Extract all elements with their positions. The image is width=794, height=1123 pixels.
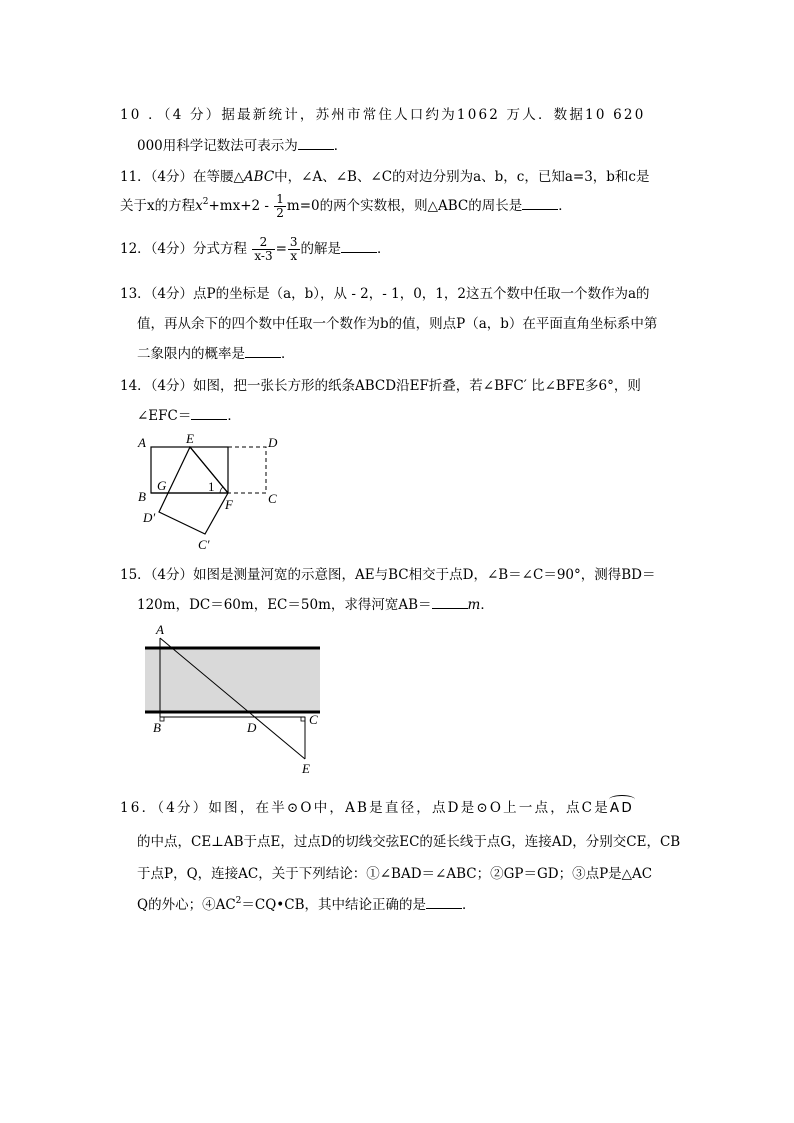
q12-prefix: 12．（4分）分式方程 (120, 241, 248, 257)
q16-line4-rest: ＝CQ•CB，其中结论正确的是 (241, 897, 427, 913)
q14-line1: 14．（4分）如图，把一张长方形的纸条ABCD沿EF折叠，若∠BFC′ 比∠BFE多6°，则 (120, 378, 641, 394)
q11-line2: 关于x的方程$x^2+mx+2$ - $\frac{1}{2}$ m=0的两个实数根，则△ABC的周长是 ． (120, 192, 572, 220)
q15-end: ． (480, 597, 494, 613)
q16-line1 (120, 796, 634, 816)
q14-label-b: B (138, 489, 146, 504)
q15-figure (140, 620, 330, 780)
q13-line2: 值，再从余下的四个数中任取一个数作为b的值，则点P（a，b）在平面直角坐标系中第 (137, 316, 658, 332)
q11-answer-blank (522, 197, 558, 210)
q12-line (120, 236, 391, 263)
q14-line2 (137, 404, 241, 424)
q10-line1: 10 ．（4 分）据最新统计，苏州市常住人口约为1062 万人．数据10 620 (120, 107, 646, 123)
q11-eq-x: x (195, 198, 203, 214)
q14-label-d: D (268, 435, 278, 450)
q12-fraction-left: $\frac{2}{x-3}$ (254, 235, 273, 263)
q14-folded-part (159, 447, 228, 534)
q11-eq-mid: +mx+2 - (208, 198, 269, 214)
q14-answer-blank (191, 407, 227, 420)
q14-label-a: A (138, 435, 146, 450)
q11-line1-rest: 中，∠A、∠B、∠C的对边分别为a、b，c，已知a=3，b和c是 (274, 169, 650, 185)
q11-end: ． (558, 198, 572, 214)
q15-label-e: E (302, 761, 310, 776)
q15-answer-blank (432, 596, 468, 609)
q14-label-f: F (225, 497, 233, 512)
q15-river (145, 648, 320, 712)
q16-answer-blank (426, 896, 462, 909)
q15-label-d: D (247, 720, 257, 735)
q11-line1 (120, 165, 650, 185)
q14-end: ． (227, 408, 241, 424)
q16-superscript: 2 (235, 896, 242, 906)
q15-label-b: B (153, 720, 161, 735)
q11-prefix: 11．（4分）在等腰△ (120, 169, 244, 185)
q10-end: ． (333, 138, 348, 154)
q13-answer-blank (245, 345, 281, 358)
q14-label-g: G (157, 478, 167, 493)
q15-right-angle-c (301, 717, 305, 721)
q16-line4 (137, 893, 476, 913)
q15-label-c: C (309, 712, 318, 727)
q15-line2 (137, 593, 494, 613)
q14-angle-1-arc (220, 487, 223, 493)
q10-answer-blank (298, 137, 334, 150)
q15-line1: 15．（4分）如图是测量河宽的示意图，AE与BC相交于点D，∠B＝∠C＝90°，测得BD＝ (120, 567, 656, 583)
q16-line1-text: 16．（4分）如图，在半⊙O中，AB是直径，点D是⊙O上一点，点C是 (120, 800, 610, 816)
q16-line2: 的中点，CE⊥AB于点E，过点D的切线交弦EC的延长线于点G，连接AD，分别交CE，CB (137, 834, 681, 850)
q12-answer-blank (341, 240, 377, 253)
q13-line3 (137, 342, 295, 362)
q14-label-c: C (268, 491, 277, 506)
q15-label-a: A (156, 622, 164, 637)
q15-line2-text: 120m，DC＝60m，EC＝50m，求得河宽AB＝ (137, 597, 432, 613)
q14-label-c-prime: C′ (198, 537, 210, 552)
q12-equals: = (275, 241, 287, 257)
q10-line2 (137, 134, 347, 154)
q11-fraction: $\frac{1}{2}$ (276, 192, 284, 220)
q14-line2-text: ∠EFC＝ (137, 408, 192, 424)
q14-strip-dashed (228, 447, 266, 493)
q12-end: ． (377, 241, 391, 257)
q14-figure (130, 430, 290, 555)
q13-line1: 13．（4分）点P的坐标是（a，b），从 - 2，- 1，0，1，2这五个数中任取一个数作为a的 (120, 286, 650, 302)
q13-line3-text: 二象限内的概率是 (137, 346, 245, 362)
q12-fraction-right: $\frac{3}{x}$ (289, 235, 298, 263)
q16-end: ． (462, 897, 476, 913)
q16-line4-prefix: Q的外心；④AC (137, 897, 236, 913)
q10-line2-text: 000用科学记数法可表示为 (137, 138, 298, 154)
q14-label-1: 1 (208, 479, 215, 494)
q11-eq-rest: m=0的两个实数根，则△ABC的周长是 (286, 198, 523, 214)
q11-abc: ABC (243, 169, 275, 185)
q12-rest: 的解是 (300, 241, 342, 257)
q14-label-d-prime: D′ (143, 510, 156, 525)
q13-end: ． (281, 346, 295, 362)
q16-line3: 于点P，Q，连接AC，关于下列结论：①∠BAD＝∠ABC；②GP＝GD；③点P是△AC (137, 866, 653, 882)
q11-line2-prefix: 关于x的方程 (120, 198, 196, 214)
q14-label-e: E (186, 431, 194, 446)
q16-arc-ad: AD (609, 800, 634, 816)
q15-unit: m (467, 597, 481, 613)
